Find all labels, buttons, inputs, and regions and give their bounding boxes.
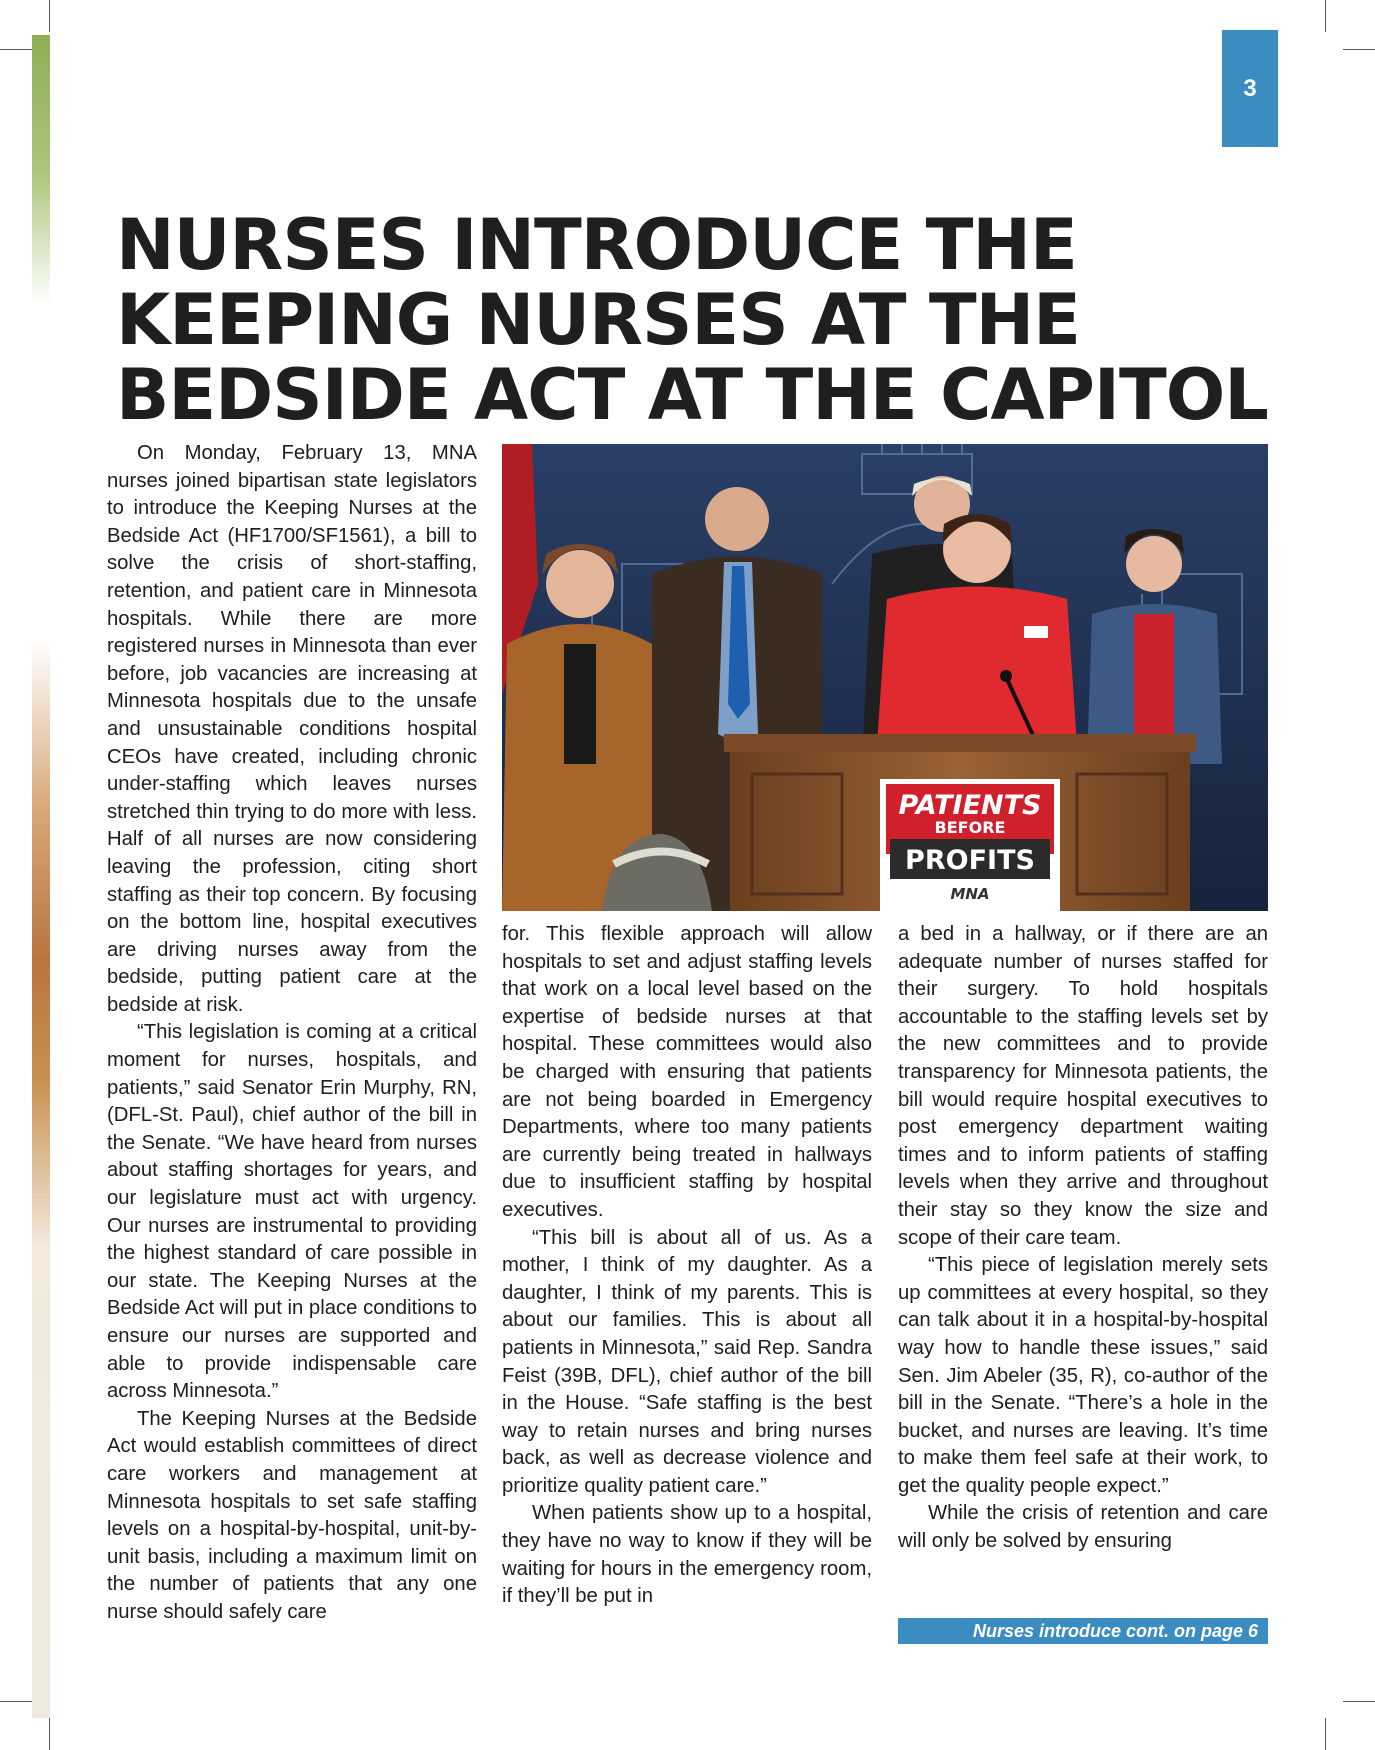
sign-text: PROFITS bbox=[905, 845, 1035, 876]
sign-text: BEFORE bbox=[934, 818, 1006, 837]
crop-mark bbox=[0, 1701, 32, 1702]
crop-mark bbox=[1325, 0, 1326, 32]
crop-mark bbox=[49, 0, 50, 32]
headline-line: KEEPING NURSES AT THE bbox=[116, 279, 1080, 361]
crop-mark bbox=[0, 49, 32, 50]
paragraph: for. This flexible approach will allow hospitals to set and adjust staffing levels that work on a local level based on the expertise of bedside nurses at that hospital. These committees would also be charged with ensuring that patients are not being boarded in Emergency Departments, where too many patients are currently being treated in hallways due to insufficient staffing by hospital executives. bbox=[502, 923, 872, 1221]
paragraph: When patients show up to a hospital, they have no way to know if they will be waiting for hours in the emergency room, if they’ll be put in bbox=[502, 1502, 872, 1608]
article-column-2 bbox=[502, 921, 872, 1621]
headline-line: BEDSIDE ACT AT THE CAPITOL bbox=[116, 354, 1268, 436]
paragraph: “This bill is about all of us. As a mother, I think of my daughter. As a daughter, I think of my parents. This is about our families. This is about all patients in Minnesota,” said Rep. Sandra Feist (39B, DFL), chief author of the bill in the House. “Safe staffing is the best way to retain nurses and bring nurses back, as well as decrease violence and prioritize quality patient care.” bbox=[502, 1226, 872, 1497]
paragraph: “This piece of legislation merely sets up committees at every hospital, so they can talk about it in a hospital-by-hospital way how to handle these issues,” said Sen. Jim Abeler (35, R), co-author of the bill in the Senate. “There’s a hole in the bucket, and nurses are leaving. It’s time to make them feel safe at their work, to get the quality people expect.” bbox=[898, 1254, 1268, 1497]
page-number: 3 bbox=[1222, 30, 1278, 147]
crop-mark bbox=[1343, 1701, 1375, 1702]
paragraph: “This legislation is coming at a critical moment for nurses, hospitals, and patients,” said Senator Erin Murphy, RN, (DFL-St. Paul), chief author of the bill in the Senate. “We have heard from nurses about staffing shortages for years, and our legislature must act with urgency. Our nurses are instrumental to providing the highest standard of care possible in our state. The Keeping Nurses at the Bedside Act will put in place conditions to ensure our nurses are supported and able to provide indispensable care across Minnesota.” bbox=[107, 1021, 477, 1403]
paragraph: The Keeping Nurses at the Bedside Act would establish committees of direct care workers and management at Minnesota hospitals to set safe staffing levels on a hospital-by-hospital, unit-by-unit basis, including a maximum limit on the number of patients that any one nurse should safely care bbox=[107, 1407, 477, 1623]
paragraph: a bed in a hallway, or if there are an adequate number of nurses staffed for their surgery. To hold hospitals accountable to the staffing levels set by the new committees and to provide transparency for Minnesota patients, the bill would require hospital executives to post emergency department waiting times and to inform patients of staffing levels when they arrive and throughout their stay so they know the size and scope of their care team. bbox=[898, 923, 1268, 1249]
press-conference-photo bbox=[502, 444, 1268, 911]
headline-line: NURSES INTRODUCE THE bbox=[116, 204, 1077, 286]
continued-on-page-link[interactable]: Nurses introduce cont. on page 6 bbox=[898, 1618, 1268, 1644]
crop-mark bbox=[49, 1718, 50, 1750]
crop-mark bbox=[1325, 1718, 1326, 1750]
photo-illustration bbox=[502, 444, 1268, 911]
article-column-3 bbox=[898, 921, 1268, 1611]
article-column-1 bbox=[107, 440, 477, 1652]
crop-mark bbox=[1343, 49, 1375, 50]
sign-logo: MNA bbox=[950, 885, 990, 903]
paragraph: On Monday, February 13, MNA nurses joined bipartisan state legislators to introduce the Keeping Nurses at the Bedside Act (HF1700/SF1561), a bill to solve the crisis of short-staffing, retention, and patient care in Minnesota hospitals. While there are more registered nurses in Minnesota than ever before, job vacancies are increasing at Minnesota hospitals due to the unsafe and unsustainable conditions hospital CEOs have created, including chronic under-staffing which leaves nurses stretched thin trying to do more with less. Half of all nurses are now considering leaving the profession, citing short staffing as their top concern. By focusing on the bottom line, hospital executives are driving nurses away from the bedside, putting patient care at the bedside at risk. bbox=[107, 442, 477, 1016]
paragraph: While the crisis of retention and care will only be solved by ensuring bbox=[898, 1502, 1268, 1553]
page-edge-color-strip bbox=[32, 35, 50, 1718]
headline bbox=[116, 204, 1296, 436]
sign-text: PATIENTS bbox=[898, 790, 1042, 821]
